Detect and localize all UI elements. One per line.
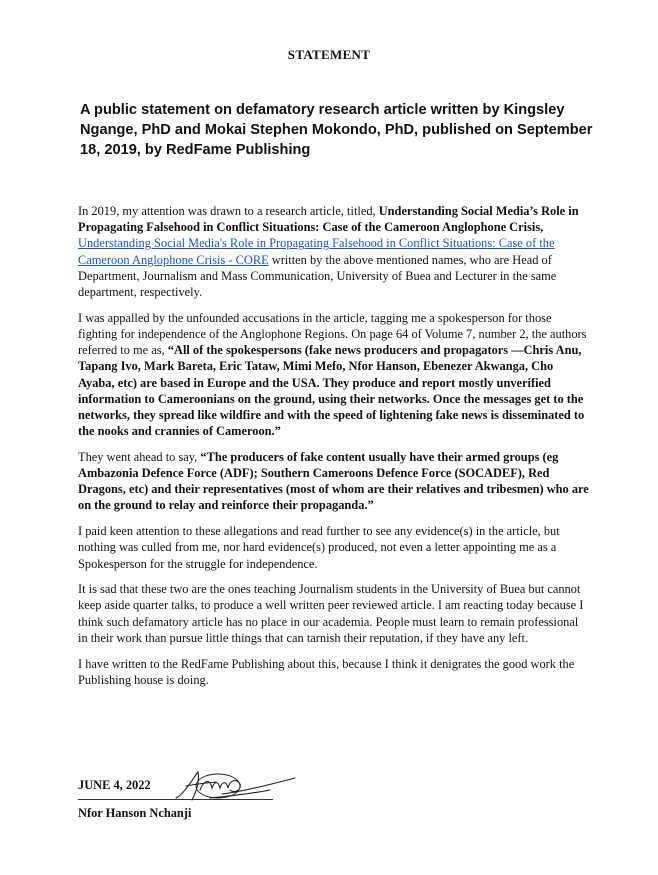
signature-date: JUNE 4, 2022	[78, 778, 151, 792]
signatory-name: Nfor Hanson Nchanji	[78, 806, 192, 820]
quote-2: “The producers of fake content usually have their armed groups (eg Ambazonia Defence Force (ADF); Southern Cameroons Defence Force (SOCADEF), Red Dragons, etc) and their representatives (most of whom are their relatives and tribesmen) who are on the ground to relay and reinforce their propaganda.”	[78, 449, 589, 513]
document-label: STATEMENT	[287, 47, 371, 62]
paragraph-1-tail: written by the above mentioned names, who are Head of Department, Journalism and Mass Communication, University of Buea and Lecturer in the same department, respectively.	[78, 252, 557, 300]
paragraph-3-intro: They went ahead to say,	[78, 449, 201, 464]
signature-line	[78, 799, 273, 800]
statement-body	[78, 203, 590, 697]
paragraph-5: It is sad that these two are the ones teaching Journalism students in the University of Buea but cannot keep aside quarter talks, to produce a well written peer reviewed article. I am reacting today because I think such defamatory article has no place in our academia. People must learn to remain professional in their work than pursue little things that can tarnish their reputation, if they have any left.	[78, 582, 584, 645]
paragraph-1-intro: In 2019, my attention was drawn to a research article, titled,	[78, 204, 379, 218]
article-link[interactable]: Understanding Social Media's Role in Propagating Falsehood in Conflict Situations: Case of the Cameroon Anglophone Crisis - CORE	[78, 236, 555, 267]
paragraph-3	[78, 449, 590, 514]
paragraph-4: I paid keen attention to these allegations and read further to see any evidence(s) in the article, but nothing was culled from me, nor hard evidence(s) produced, not even a letter appointing me as a Spokesperson for the struggle for independence.	[78, 524, 560, 571]
article-title: Understanding Social Media’s Role in Propagating Falsehood in Conflict Situations: Case of the Cameroon Anglophone Crisis,	[78, 204, 579, 235]
statement-headline: A public statement on defamatory research article written by Kingsley Ngange, PhD and Mokai Stephen Mokondo, PhD, published on September 18, 2019, by RedFame Publishing	[80, 102, 593, 158]
paragraph-1	[78, 203, 590, 300]
paragraph-2-intro: I was appalled by the unfounded accusations in the article, tagging me a spokesperson for those fighting for independence of the Anglophone Regions. On page 64 of Volume 7, number 2, the authors referred to me as,	[78, 310, 587, 358]
quote-1: “All of the spokespersons (fake news producers and propagators —Chris Anu, Tapang Ivo, Mark Bareta, Eric Tataw, Mimi Mefo, Nfor Hanson, Ebenezer Akwanga, Cho Ayaba, etc) are based in Europe and the USA. They produce and report mostly unverified information to Cameroonians on the ground, using their networks. Once the messages get to the networks, they spread like wildfire and with the speed of lightening fake news is disseminated to the nooks and crannies of Cameroon.”	[78, 343, 585, 439]
paragraph-2	[78, 310, 590, 440]
paragraph-6: I have written to the RedFame Publishing about this, because I think it denigrates the good work the Publishing house is doing.	[78, 656, 575, 687]
